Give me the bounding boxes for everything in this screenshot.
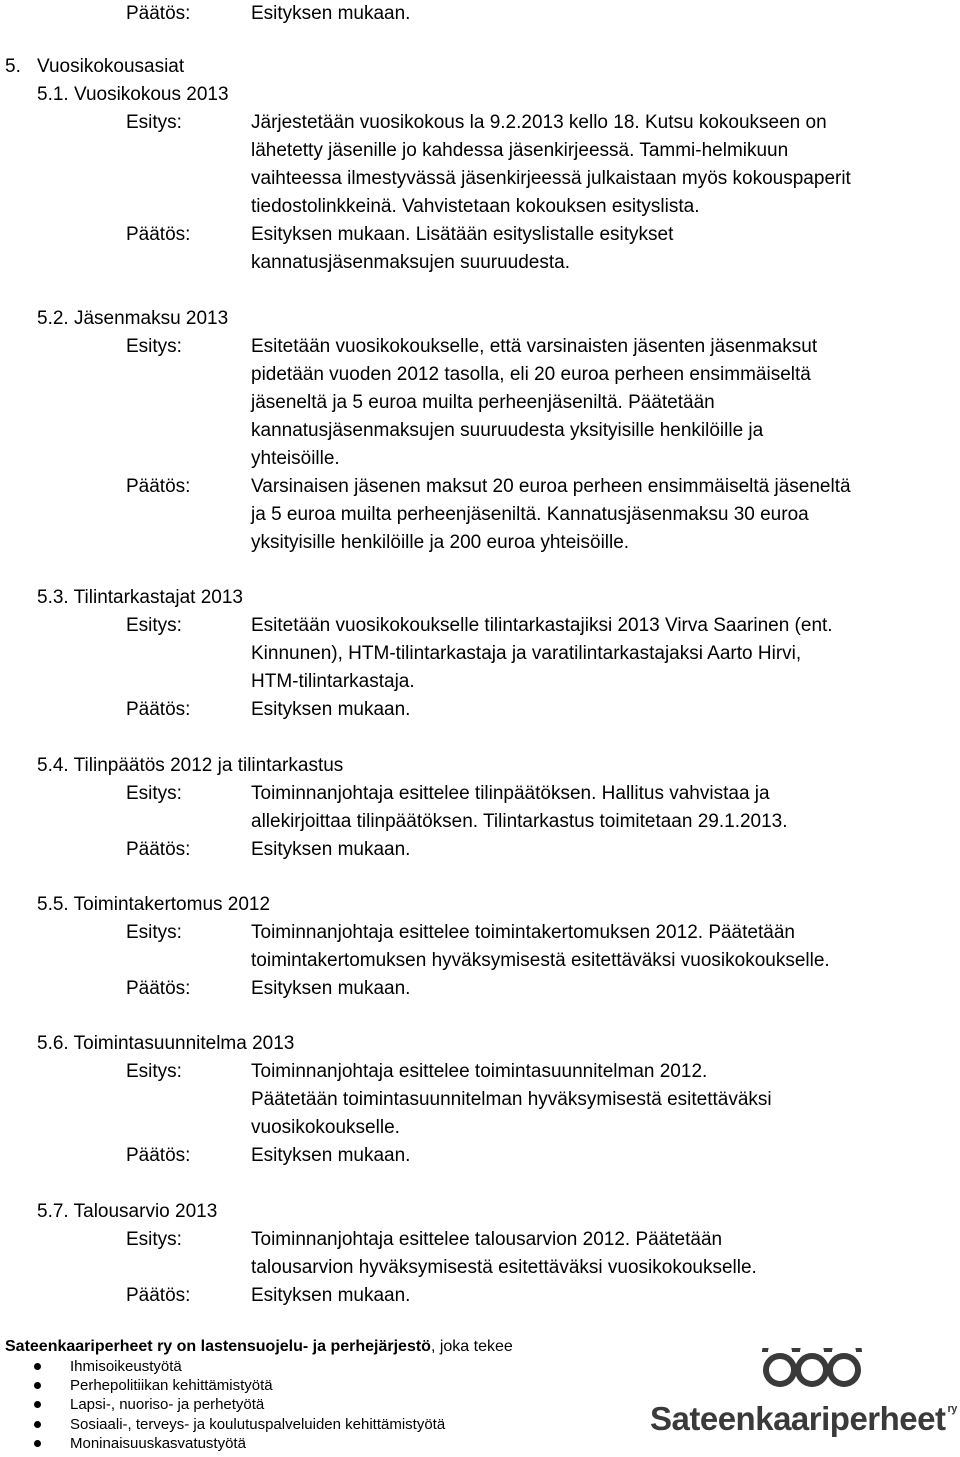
esitys-text-line: Järjestetään vuosikokous la 9.2.2013 kello 18. Kutsu kokoukseen on xyxy=(251,112,827,133)
esitys-text-line: Kinnunen), HTM-tilintarkastaja ja varatilintarkastajaksi Aarto Hirvi, xyxy=(251,643,802,664)
footer-title: Sateenkaariperheet ry on lastensuojelu- ja perhejärjestö, joka tekee xyxy=(5,1338,513,1355)
footer-list-item-text: Moninaisuuskasvatustyötä xyxy=(70,1434,246,1452)
esitys-label: Esitys: xyxy=(126,336,182,357)
paatos-text-line: Esityksen mukaan. xyxy=(251,839,411,860)
paatos-text-line: Esityksen mukaan. xyxy=(251,1145,411,1166)
footer-list-item xyxy=(34,1415,445,1434)
esitys-text-line: allekirjoittaa tilinpäätöksen. Tilintarkastus toimitetaan 29.1.2013. xyxy=(251,811,788,832)
footer-list-item xyxy=(34,1434,445,1453)
esitys-text-line: yhteisöille. xyxy=(251,448,340,469)
esitys-text-line: Esitetään vuosikokoukselle tilintarkastajiksi 2013 Virva Saarinen (ent. xyxy=(251,615,833,636)
bullet-icon xyxy=(34,1401,41,1408)
esitys-text-line: kannatusjäsenmaksujen suuruudesta yksityisille henkilöille ja xyxy=(251,420,764,441)
bullet-icon xyxy=(34,1440,41,1447)
paatos-text-line: yksityisille henkilöille ja 200 euroa yhteisöille. xyxy=(251,532,630,553)
paatos-text-line: Esityksen mukaan. Lisätään esityslistalle esitykset xyxy=(251,224,674,245)
paatos-text-line: ja 5 euroa muilta perheenjäseniltä. Kannatusjäsenmaksu 30 euroa xyxy=(251,504,809,525)
bullet-icon xyxy=(34,1363,41,1370)
section-title: Vuosikokousasiat xyxy=(37,56,185,77)
item-heading: 5.3. Tilintarkastajat 2013 xyxy=(37,587,243,608)
footer-list-item-text: Ihmisoikeustyötä xyxy=(70,1358,182,1375)
family-circles-icon xyxy=(650,1348,960,1408)
esitys-text-line: talousarvion hyväksymisestä esitettäväksi vuosikokoukselle. xyxy=(251,1257,757,1278)
esitys-text-line: Toiminnanjohtaja esittelee tilinpäätöksen. Hallitus vahvistaa ja xyxy=(251,783,770,804)
esitys-text-line: lähetetty jäsenille jo kahdessa jäsenkirjeessä. Tammi-helmikuun xyxy=(251,140,789,161)
item-heading: 5.7. Talousarvio 2013 xyxy=(37,1201,218,1222)
esitys-label: Esitys: xyxy=(126,112,182,133)
paatos-label: Päätös: xyxy=(126,224,191,245)
esitys-text-line: Päätetään toimintasuunnitelman hyväksymisestä esitettäväksi xyxy=(251,1089,772,1110)
section-number: 5. xyxy=(5,56,21,77)
item-heading: 5.5. Toimintakertomus 2012 xyxy=(37,894,271,915)
item-heading: 5.4. Tilinpäätös 2012 ja tilintarkastus xyxy=(37,755,344,776)
footer-list-item-text: Sosiaali-, terveys- ja koulutuspalveluiden kehittämistyötä xyxy=(70,1415,446,1433)
sateenkaariperheet-logo xyxy=(650,1348,960,1438)
paatos-label: Päätös: xyxy=(126,839,191,860)
esitys-label: Esitys: xyxy=(126,1229,182,1250)
paatos-label: Päätös: xyxy=(126,476,191,497)
esitys-text-line: Esitetään vuosikokoukselle, että varsinaisten jäsenten jäsenmaksut xyxy=(251,336,818,357)
footer-list-item-text: Lapsi-, nuoriso- ja perhetyötä xyxy=(70,1396,265,1414)
bullet-icon xyxy=(34,1421,41,1428)
esitys-text-line: toimintakertomuksen hyväksymisestä esitettäväksi vuosikokoukselle. xyxy=(251,950,830,971)
footer-list-item xyxy=(34,1395,445,1414)
paatos-label: Päätös: xyxy=(126,699,191,720)
esitys-text-line: jäseneltä ja 5 euroa muilta perheenjäseniltä. Päätetään xyxy=(251,392,715,413)
paatos-text-line: Varsinaisen jäsenen maksut 20 euroa perheen ensimmäiseltä jäseneltä xyxy=(251,476,851,497)
paatos-label: Päätös: xyxy=(126,1145,191,1166)
item-heading: 5.1. Vuosikokous 2013 xyxy=(37,84,229,105)
logo-text: Sateenkaariperheet $^{ry}$ xyxy=(650,1400,957,1437)
esitys-text-line: Toiminnanjohtaja esittelee toimintakertomuksen 2012. Päätetään xyxy=(251,922,795,943)
paatos-text-line: Esityksen mukaan. xyxy=(251,699,411,720)
esitys-label: Esitys: xyxy=(126,922,182,943)
paatos-label: Päätös: xyxy=(126,1285,191,1306)
esitys-label: Esitys: xyxy=(126,783,182,804)
paatos-label: Päätös: xyxy=(126,978,191,999)
top-paatos-label: Päätös: xyxy=(126,3,191,24)
esitys-text-line: vaihteessa ilmestyvässä jäsenkirjeessä julkaistaan myös kokouspaperit xyxy=(251,168,851,189)
esitys-text-line: Toiminnanjohtaja esittelee talousarvion 2012. Päätetään xyxy=(251,1229,723,1250)
footer-list-item xyxy=(34,1376,445,1395)
paatos-text-line: Esityksen mukaan. xyxy=(251,978,411,999)
esitys-text-line: Toiminnanjohtaja esittelee toimintasuunnitelman 2012. xyxy=(251,1061,708,1082)
top-paatos-text: Esityksen mukaan. xyxy=(251,3,411,24)
footer-list-item xyxy=(34,1357,445,1376)
esitys-text-line: vuosikokoukselle. xyxy=(251,1117,400,1138)
esitys-text-line: HTM-tilintarkastaja. xyxy=(251,671,415,692)
esitys-label: Esitys: xyxy=(126,615,182,636)
esitys-text-line: pidetään vuoden 2012 tasolla, eli 20 euroa perheen ensimmäiseltä xyxy=(251,364,811,385)
esitys-text-line: tiedostolinkkeinä. Vahvistetaan kokouksen esityslista. xyxy=(251,196,700,217)
footer-list xyxy=(34,1357,445,1453)
footer-list-item-text: Perhepolitiikan kehittämistyötä xyxy=(70,1377,273,1395)
item-heading: 5.6. Toimintasuunnitelma 2013 xyxy=(37,1033,295,1054)
paatos-text-line: kannatusjäsenmaksujen suuruudesta. xyxy=(251,252,570,273)
esitys-label: Esitys: xyxy=(126,1061,182,1082)
bullet-icon xyxy=(34,1382,41,1389)
paatos-text-line: Esityksen mukaan. xyxy=(251,1285,411,1306)
item-heading: 5.2. Jäsenmaksu 2013 xyxy=(37,308,229,329)
